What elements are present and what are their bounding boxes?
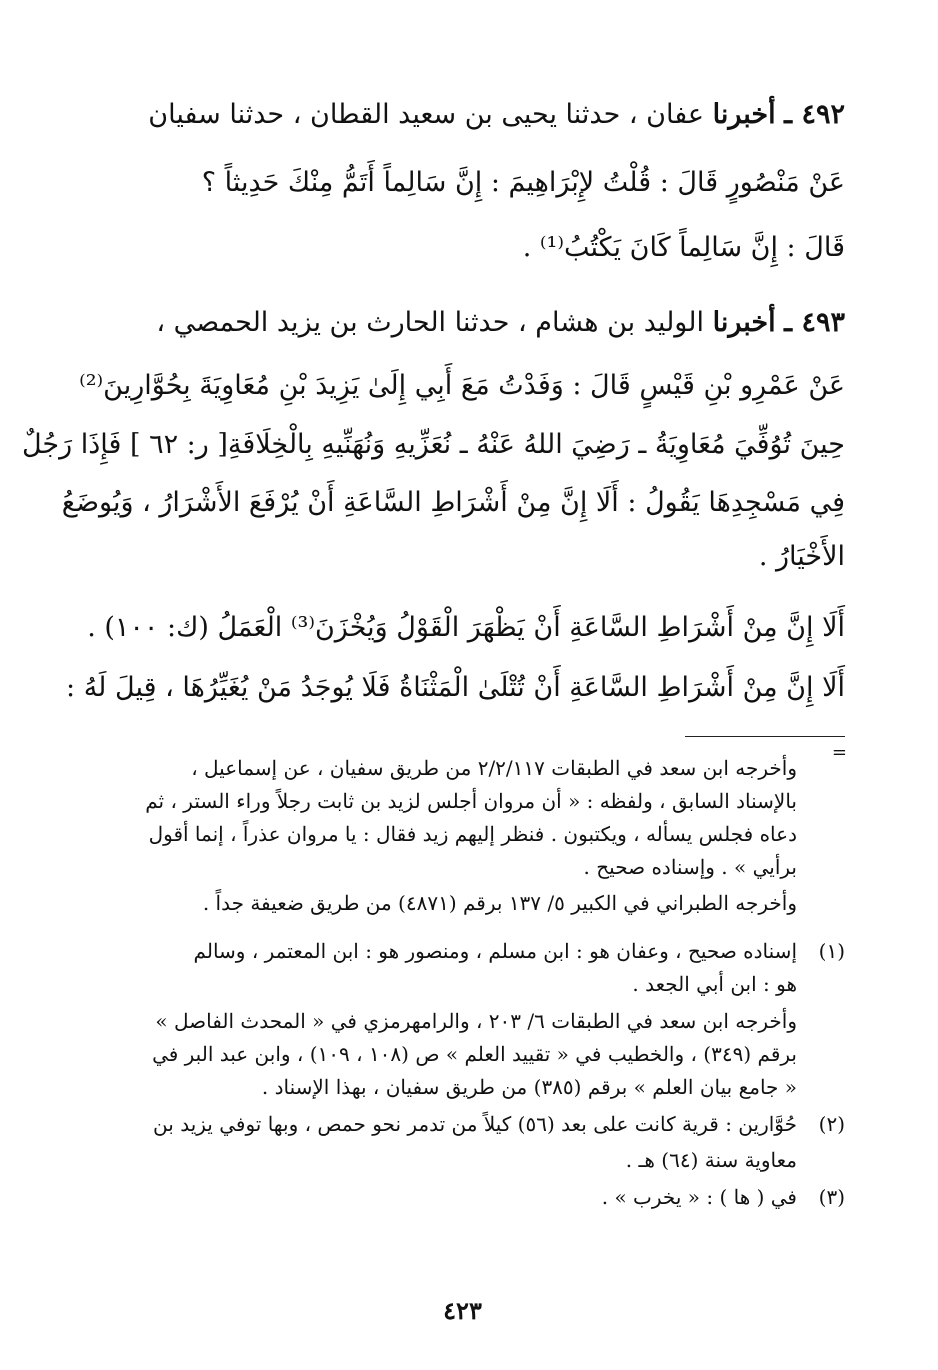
footnote-2-label: (٢) bbox=[818, 1112, 845, 1136]
footnote-cont-line-3: دعاه فجلس يسأله ، ويكتبون . فنظر إليهم زيد فقال : يا مروان عذراً ، إنما أقول bbox=[148, 822, 797, 846]
footnote-cont-line-2: بالإسناد السابق ، ولفظه : « أن مروان أجلس لزيد بن ثابت رجلاً وراء الستر ، ثم bbox=[145, 789, 797, 813]
hadith-492-line-1 bbox=[80, 95, 845, 135]
hadith-493-number: ٤٩٣ ـ bbox=[784, 307, 845, 338]
hadith-492-number: ٤٩٢ ـ bbox=[784, 99, 845, 130]
hadith-493-line-7: أَلَا إِنَّ مِنْ أَشْرَاطِ السَّاعَةِ أَنْ تُتْلَىٰ الْمَثْنَاةُ فَلَا يُوجَدُ مَنْ يُغَيِّرُهَا ، قِيلَ لَهُ : bbox=[66, 672, 845, 703]
footnote-1-line-2: هو : ابن أبي الجعد . bbox=[632, 972, 797, 996]
book-page bbox=[21, 0, 847, 1370]
footnote-divider bbox=[685, 736, 845, 737]
hadith-493-line-6: أَلَا إِنَّ مِنْ أَشْرَاطِ السَّاعَةِ أَنْ يَظْهَرَ الْقَوْلُ وَيُخْزَنَ⁽³⁾ الْعَمَلُ (ك: ١٠٠) . bbox=[87, 612, 845, 643]
footnote-continuation-mark: = bbox=[831, 742, 847, 763]
footnote-1-line-3: وأخرجه ابن سعد في الطبقات ٦/ ٢٠٣ ، والرامهرمزي في « المحدث الفاصل » bbox=[155, 1009, 797, 1033]
hadith-493-intro: أخبرنا bbox=[712, 307, 776, 338]
footnote-cont-line-5: وأخرجه الطبراني في الكبير ٥/ ١٣٧ برقم (٤٨٧١) من طريق ضعيفة جداً . bbox=[202, 891, 797, 915]
footnote-1-line-1: إسناده صحيح ، وعفان هو : ابن مسلم ، ومنصور هو : ابن المعتمر ، وسالم bbox=[193, 939, 797, 963]
hadith-493-line-2: عَنْ عَمْرِو بْنِ قَيْسٍ قَالَ : وَفَدْتُ مَعَ أَبِي إِلَىٰ يَزِيدَ بْنِ مُعَاوِيَةَ بِحُوَّارِينَ⁽²⁾ bbox=[79, 370, 845, 401]
hadith-492-isnad: عفان ، حدثنا يحيى بن سعيد القطان ، حدثنا سفيان bbox=[148, 99, 704, 130]
footnote-3-line-1: في ( ها ) : « يخرب » . bbox=[601, 1185, 797, 1209]
hadith-492-line-2: عَنْ مَنْصُورٍ قَالَ : قُلْتُ لإِبْرَاهِيمَ : إِنَّ سَالِماً أَتَمُّ مِنْكَ حَدِيثاً ؟ bbox=[201, 167, 845, 198]
footnote-cont-line-1: وأخرجه ابن سعد في الطبقات ٢/٢/١١٧ من طريق سفيان ، عن إسماعيل ، bbox=[191, 756, 797, 780]
footnote-1-label: (١) bbox=[818, 939, 845, 963]
hadith-493-line-5: الأَخْيَارُ . bbox=[758, 541, 845, 572]
page-number: ٤٢٣ bbox=[443, 1296, 482, 1325]
hadith-493-line-4: فِي مَسْجِدِهَا يَقُولُ : أَلَا إِنَّ مِنْ أَشْرَاطِ السَّاعَةِ أَنْ يُرْفَعَ الأَشْرَارُ ، وَيُوضَعُ bbox=[61, 487, 845, 518]
hadith-492-intro: أخبرنا bbox=[712, 99, 776, 130]
hadith-493-isnad: الوليد بن هشام ، حدثنا الحارث بن يزيد الحمصي ، bbox=[156, 307, 704, 338]
footnote-cont-line-4: برأيي » . وإسناده صحيح . bbox=[583, 855, 797, 879]
hadith-492-line-3: قَالَ : إِنَّ سَالِماً كَانَ يَكْتُبُ⁽¹⁾ . bbox=[522, 232, 845, 263]
footnote-1-line-5: « جامع بيان العلم » برقم (٣٨٥) من طريق سفيان ، بهذا الإسناد . bbox=[261, 1075, 797, 1099]
footnote-1-line-4: برقم (٣٤٩) ، والخطيب في « تقييد العلم » ص (١٠٨ ، ١٠٩) ، وابن عبد البر في bbox=[152, 1042, 797, 1066]
footnote-3-label: (٣) bbox=[818, 1185, 845, 1209]
hadith-493-line-1 bbox=[80, 303, 845, 343]
footnote-2-line-1: حُوَّارين : قرية كانت على بعد (٥٦) كيلاً من تدمر نحو حمص ، وبها توفي يزيد بن bbox=[153, 1112, 797, 1136]
footnote-2-line-2: معاوية سنة (٦٤) هـ . bbox=[625, 1148, 797, 1172]
hadith-493-line-3: حِينَ تُوُفِّيَ مُعَاوِيَةُ ـ رَضِيَ اللهُ عَنْهُ ـ نُعَزِّيهِ وَنُهَنِّيهِ بِالْخِلَافَةِ[ ر: ٦٢ ] فَإِذَا رَجُلٌ bbox=[21, 429, 845, 460]
